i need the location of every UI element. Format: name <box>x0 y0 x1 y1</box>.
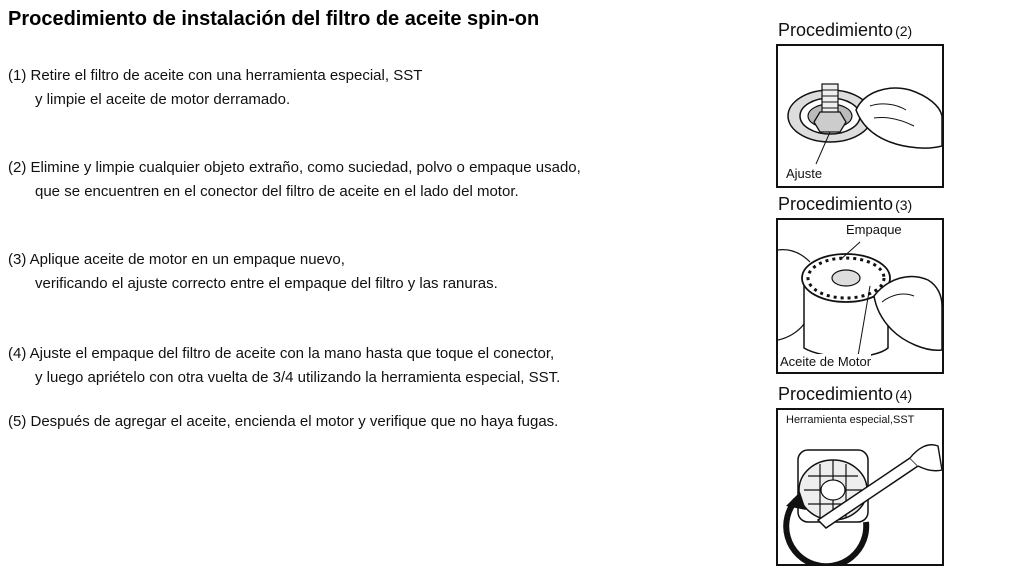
page-title: Procedimiento de instalación del filtro de aceite spin-on <box>8 8 540 30</box>
step-4-line-2: y luego apriételo con otra vuelta de 3/4 utilizando la herramienta especial, SST. <box>35 369 561 386</box>
tightening-tool-illustration <box>778 410 942 564</box>
caption-aceite-de-motor: Aceite de Motor <box>780 354 872 369</box>
caption-herramienta-especial-sst: Herramienta especial,SST <box>786 414 915 426</box>
step-4-line-1: (4) Ajuste el empaque del filtro de aceite con la mano hasta que toque el conector, <box>8 345 555 362</box>
step-1-line-2: y limpie el aceite de motor derramado. <box>35 91 291 108</box>
procedure-4-illustration <box>776 408 944 566</box>
gasket-oil-illustration <box>778 220 942 372</box>
step-2-line-1: (2) Elimine y limpie cualquier objeto extraño, como suciedad, polvo o empaque usado, <box>8 159 581 176</box>
procedure-2-title: Procedimiento <box>778 20 894 40</box>
step-5-line-1: (5) Después de agregar el aceite, encienda el motor y verifique que no haya fugas. <box>8 413 559 430</box>
step-4 <box>8 342 560 390</box>
procedure-2-number: (2) <box>895 23 913 39</box>
step-3 <box>8 248 498 296</box>
procedure-4-label <box>778 384 912 405</box>
procedure-3-label <box>778 194 912 215</box>
procedure-4-title: Procedimiento <box>778 384 894 404</box>
procedure-3-title: Procedimiento <box>778 194 894 214</box>
procedure-2-illustration <box>776 44 944 188</box>
step-2-line-2: que se encuentren en el conector del filtro de aceite en el lado del motor. <box>35 183 519 200</box>
procedure-3-number: (3) <box>895 197 913 213</box>
procedure-2-label <box>778 20 912 41</box>
procedure-3-illustration <box>776 218 944 374</box>
step-1 <box>8 64 422 112</box>
connector-cleaning-illustration <box>778 46 942 186</box>
procedure-4-number: (4) <box>895 387 913 403</box>
step-3-line-2: verificando el ajuste correcto entre el empaque del filtro y las ranuras. <box>35 275 498 292</box>
step-1-line-1: (1) Retire el filtro de aceite con una herramienta especial, SST <box>8 67 423 84</box>
caption-empaque: Empaque <box>846 222 902 237</box>
step-2 <box>8 156 581 204</box>
caption-ajuste: Ajuste <box>786 166 823 181</box>
step-5 <box>8 410 558 434</box>
step-3-line-1: (3) Aplique aceite de motor en un empaque nuevo, <box>8 251 345 268</box>
